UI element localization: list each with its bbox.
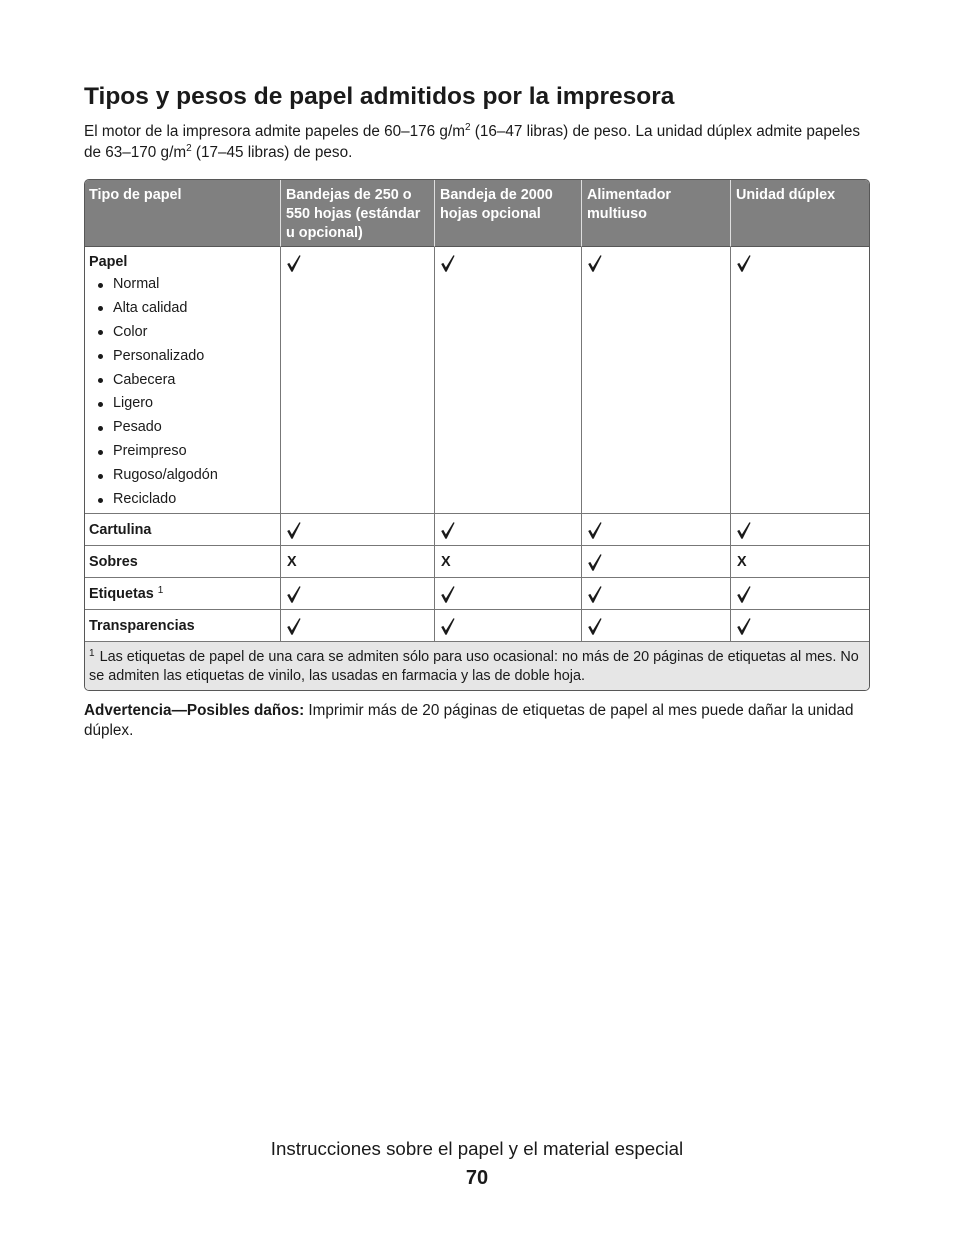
warning-text: Imprimir más de 20 páginas de etiquetas de papel al mes puede dañar la unidad dúplex. — [84, 702, 854, 739]
superscript: 2 — [464, 122, 471, 133]
not-supported-mark: X — [737, 554, 747, 570]
warning-label: Advertencia—Posibles daños: — [84, 702, 305, 719]
check-icon — [588, 522, 602, 539]
check-icon — [737, 255, 751, 272]
check-icon — [441, 618, 455, 635]
support-cell — [582, 247, 731, 514]
check-icon — [441, 586, 455, 603]
list-item: Alta calidad — [89, 297, 276, 321]
row-label-cell-cartulina — [85, 514, 281, 546]
row-label-cell-papel — [85, 247, 281, 514]
support-cell — [435, 514, 582, 546]
support-cell — [281, 546, 435, 578]
list-item: Normal — [89, 273, 276, 297]
support-cell — [281, 514, 435, 546]
not-supported-mark: X — [287, 554, 297, 570]
column-header-250-550-trays: Bandejas de 250 o 550 hojas (estándar u opcional) — [281, 180, 435, 247]
support-cell — [435, 546, 582, 578]
support-cell — [582, 514, 731, 546]
list-item: Ligero — [89, 392, 276, 416]
row-label-cell-transparencias — [85, 610, 281, 642]
support-cell — [731, 247, 869, 514]
column-header-paper-type: Tipo de papel — [85, 180, 281, 247]
support-cell — [435, 247, 582, 514]
list-item: Color — [89, 321, 276, 345]
row-label: Cartulina — [89, 522, 152, 538]
list-item: Cabecera — [89, 369, 276, 393]
list-item: Rugoso/algodón — [89, 464, 276, 488]
column-header-2000-tray: Bandeja de 2000 hojas opcional — [435, 180, 582, 247]
check-icon — [287, 522, 301, 539]
check-icon — [287, 586, 301, 603]
row-label: Papel — [89, 254, 128, 270]
support-cell — [582, 546, 731, 578]
check-icon — [287, 255, 301, 272]
support-cell — [582, 610, 731, 642]
table-footnote — [85, 642, 869, 690]
check-icon — [588, 618, 602, 635]
page-number: 70 — [465, 1167, 489, 1189]
footer-section-title: Instrucciones sobre el papel y el material especial — [270, 1138, 684, 1159]
row-label: Transparencias — [89, 618, 195, 634]
support-cell — [731, 546, 869, 578]
list-item: Personalizado — [89, 345, 276, 369]
check-icon — [588, 255, 602, 272]
superscript: 2 — [186, 143, 192, 154]
support-cell — [281, 578, 435, 610]
footnote-text: Las etiquetas de papel de una cara se admiten sólo para uso ocasional: no más de 20 páginas de etiquetas al mes. No se admiten las etiquetas de vinilo, las usadas en farmacia y las de doble hoja. — [89, 649, 859, 684]
row-label: Etiquetas — [89, 586, 154, 602]
intro-text: (16–47 libras) de peso. La unidad dúplex admite papeles de 63–170 g/m — [84, 123, 860, 161]
check-icon — [737, 586, 751, 603]
list-item: Pesado — [89, 416, 276, 440]
row-label-cell-etiquetas — [85, 578, 281, 610]
support-cell — [582, 578, 731, 610]
support-cell — [731, 578, 869, 610]
check-icon — [737, 618, 751, 635]
support-cell — [731, 610, 869, 642]
warning-note — [84, 701, 869, 741]
list-item: Preimpreso — [89, 440, 276, 464]
support-cell — [281, 247, 435, 514]
support-cell — [435, 578, 582, 610]
row-label: Sobres — [89, 554, 138, 570]
table-grid — [85, 180, 869, 690]
row-label-cell-sobres — [85, 546, 281, 578]
column-header-duplex-unit: Unidad dúplex — [731, 180, 869, 247]
footnote-reference: 1 — [157, 585, 164, 596]
page-heading: Tipos y pesos de papel admitidos por la impresora — [84, 83, 675, 110]
list-item: Reciclado — [89, 488, 276, 512]
check-icon — [588, 586, 602, 603]
footnote-marker: 1 — [89, 648, 95, 659]
check-icon — [737, 522, 751, 539]
intro-text: El motor de la impresora admite papeles de 60–176 g/m — [84, 123, 465, 140]
paper-subtype-list — [89, 273, 276, 512]
not-supported-mark: X — [441, 554, 451, 570]
paper-types-table — [84, 179, 870, 691]
check-icon — [287, 618, 301, 635]
intro-paragraph — [84, 121, 869, 163]
intro-text: (17–45 libras) de peso. — [195, 144, 353, 161]
support-cell — [435, 610, 582, 642]
support-cell — [281, 610, 435, 642]
check-icon — [441, 255, 455, 272]
support-cell — [731, 514, 869, 546]
column-header-multipurpose-feeder: Alimentador multiuso — [582, 180, 731, 247]
check-icon — [588, 554, 602, 571]
check-icon — [441, 522, 455, 539]
